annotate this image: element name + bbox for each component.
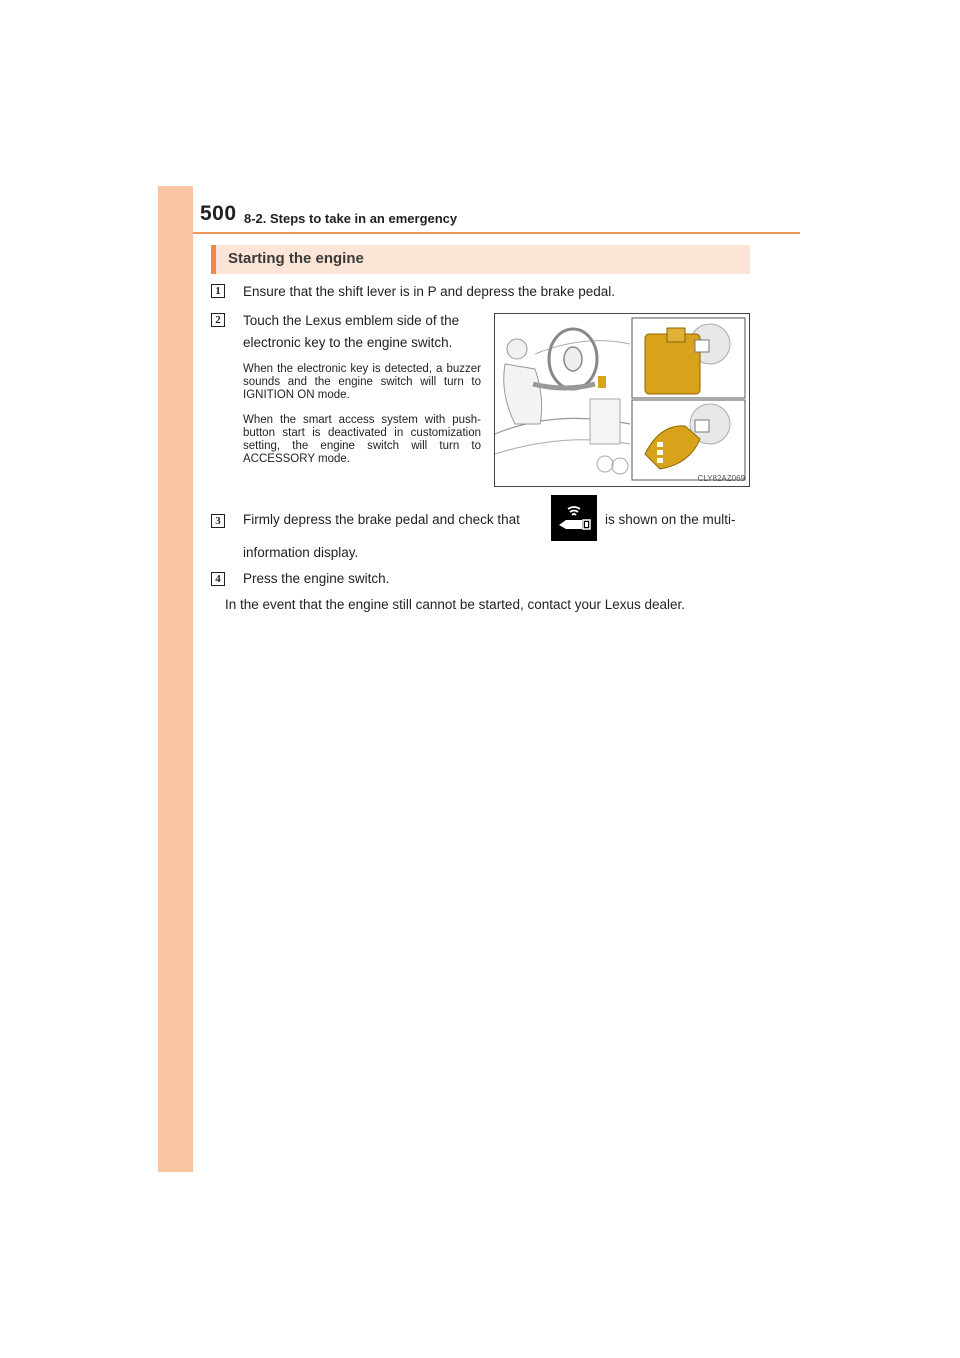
driver-touching-key-icon: [495, 314, 749, 486]
smart-key-indicator-icon: [551, 495, 597, 541]
step-3-text-after: is shown on the multi-: [605, 512, 736, 527]
step-1-text: Ensure that the shift lever is in P and depress the brake pedal.: [243, 284, 615, 299]
engine-switch-illustration: [494, 313, 750, 487]
heading-text: Starting the engine: [228, 250, 364, 267]
step-3-text-line2: information display.: [243, 545, 359, 560]
step-number-4: 4: [211, 572, 225, 586]
step-2-text-line2: electronic key to the engine switch.: [243, 335, 453, 350]
step-2-note-1: When the electronic key is detected, a buzzer sounds and the engine switch will turn to IGNITION ON mode.: [243, 363, 481, 401]
step-2-text-line1: Touch the Lexus emblem side of the: [243, 313, 460, 328]
step-2-note-2: When the smart access system with push-button start is deactivated in customization setting, the engine switch will turn to ACCESSORY mode.: [243, 414, 481, 465]
page-number: 500: [200, 202, 237, 225]
section-title: 8-2. Steps to take in an emergency: [244, 211, 458, 226]
figure-code: CLY82AZ069: [697, 474, 745, 483]
step-number-3: 3: [211, 514, 225, 528]
final-note: In the event that the engine still cannot be started, contact your Lexus dealer.: [225, 597, 686, 612]
header-rule: [193, 232, 800, 234]
chapter-side-tab: [158, 186, 193, 1172]
step-3-text-before: Firmly depress the brake pedal and check that: [243, 512, 520, 527]
section-heading: [211, 245, 750, 274]
step-number-2: 2: [211, 313, 225, 327]
step-4-text: Press the engine switch.: [243, 571, 390, 586]
step-number-1: 1: [211, 284, 225, 298]
